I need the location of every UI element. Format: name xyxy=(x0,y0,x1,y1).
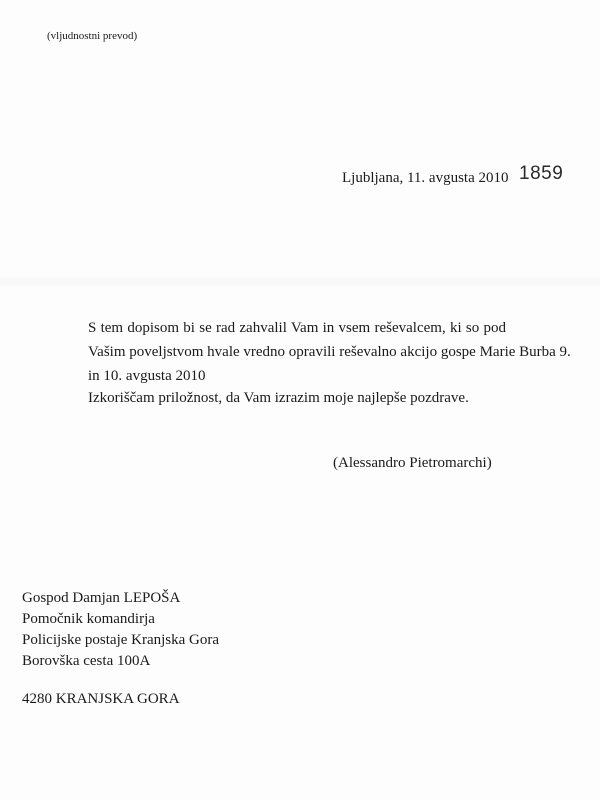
recipient-postal: 4280 KRANJSKA GORA xyxy=(22,691,180,707)
recipient-organization: Policijske postaje Kranjska Gora xyxy=(22,632,220,648)
paragraph-line: in 10. avgusta 2010 xyxy=(88,368,206,384)
recipient-address xyxy=(22,588,219,710)
recipient-name: Gospod Damjan LEPOŠA xyxy=(22,590,181,606)
paper-fold xyxy=(0,275,600,289)
body-paragraph-greetings: Izkoriščam priložnost, da Vam izrazim moje najlepše pozdrave. xyxy=(88,390,469,406)
paragraph-line: Vašim poveljstvom hvale vredno opravili reševalno akcijo gospe Marie Burba 9. xyxy=(88,344,571,360)
body-paragraph-thanks xyxy=(88,316,571,388)
recipient-street: Borovška cesta 100A xyxy=(22,653,151,669)
date-line: Ljubljana, 11. avgusta 2010 xyxy=(342,170,509,186)
stamp-number: 1859 xyxy=(519,163,564,184)
translation-note: (vljudnostni prevod) xyxy=(47,30,138,42)
paragraph-line: S tem dopisom bi se rad zahvalil Vam in vsem reševalcem, ki so pod xyxy=(88,320,506,336)
signature: (Alessandro Pietromarchi) xyxy=(333,455,492,471)
recipient-title: Pomočnik komandirja xyxy=(22,611,155,627)
